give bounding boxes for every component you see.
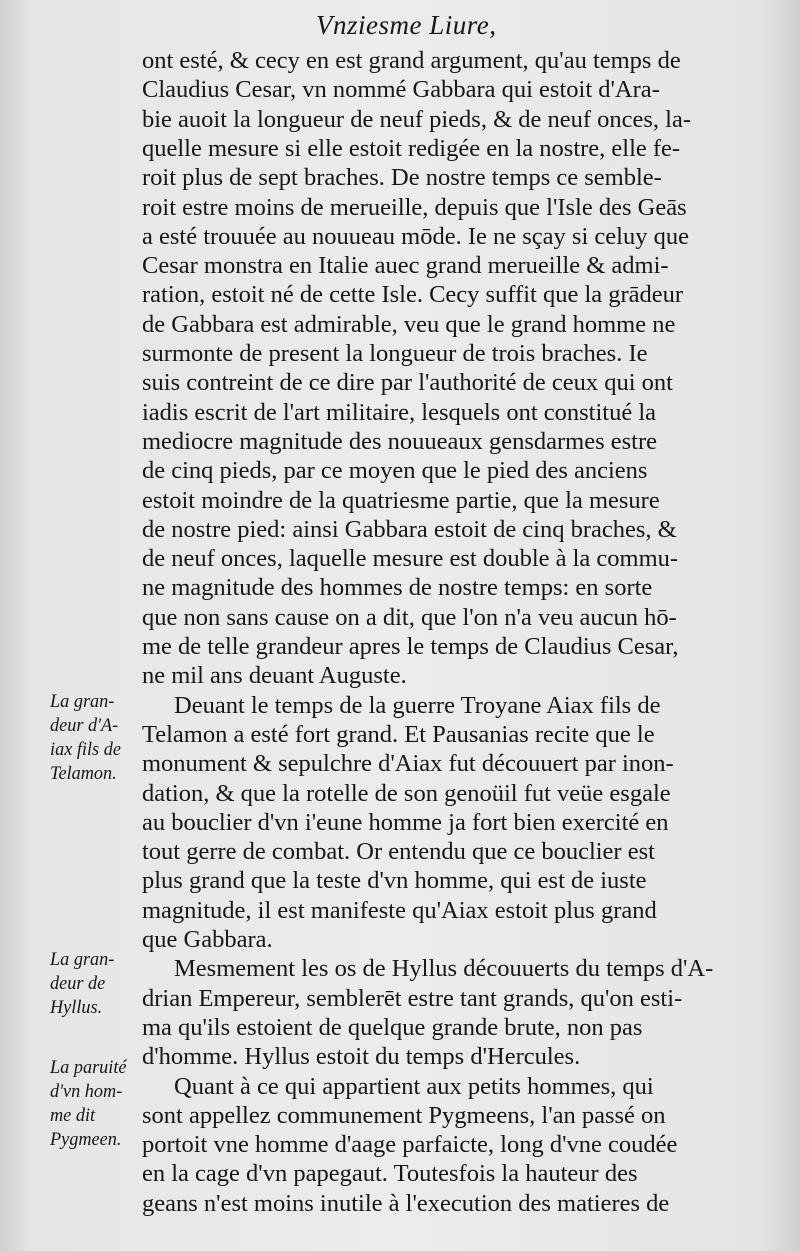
side-note-line: Hyllus.: [50, 997, 103, 1018]
text-line: roit estre moins de merueille, depuis que l'Isle des Geās: [142, 193, 687, 221]
text-line: de cinq pieds, par ce moyen que le pied des anciens: [142, 457, 648, 485]
text-line: magnitude, il est manifeste qu'Aiax estoit plus grand: [142, 896, 657, 924]
side-note-line: La gran-: [50, 949, 115, 970]
text-line: Cesar monstra en Italie auec grand merueille & admi-: [142, 252, 669, 280]
side-note-line: La paruité: [50, 1057, 127, 1078]
side-note-line: me dit: [50, 1105, 96, 1126]
text-line: ne magnitude des hommes de nostre temps: en sorte: [142, 574, 653, 602]
text-line: iadis escrit de l'art militaire, lesquels ont constitué la: [142, 398, 657, 426]
text-line: me de telle grandeur apres le temps de Claudius Cesar,: [142, 633, 679, 660]
text-line: que non sans cause on a dit, que l'on n'a veu aucun hō-: [142, 603, 677, 631]
text-line: ma qu'ils estoient de quelque grande brute, non pas: [142, 1013, 643, 1041]
side-note-line: d'vn hom-: [50, 1081, 123, 1102]
text-line: ration, estoit né de cette Isle. Cecy suffit que la grādeur: [142, 281, 684, 309]
text-line: Quant à ce qui appartient aux petits hommes, qui: [174, 1072, 654, 1100]
side-note-line: Pygmeen.: [50, 1129, 122, 1150]
text-line: mediocre magnitude des nouueaux gensdarmes estre: [142, 427, 658, 455]
text-line: sont appellez communement Pygmeens, l'an passé on: [142, 1101, 666, 1129]
side-note-hyllus: [50, 948, 150, 1020]
text-line: Deuant le temps de la guerre Troyane Aiax fils de: [174, 691, 661, 719]
text-line: dation, & que la rotelle de son genoüil fut veüe esgale: [142, 779, 671, 807]
text-line: d'homme. Hyllus estoit du temps d'Hercules.: [142, 1043, 581, 1071]
side-note-aiax: [50, 690, 150, 786]
text-line: plus grand que la teste d'vn homme, qui est de iuste: [142, 867, 647, 895]
side-note-line: deur d'A-: [50, 715, 119, 736]
side-note-pygmeen: [50, 1056, 150, 1152]
text-line: Telamon a esté fort grand. Et Pausanias recite que le: [142, 720, 655, 748]
text-line: Claudius Cesar, vn nommé Gabbara qui estoit d'Ara-: [142, 76, 660, 104]
text-line: suis contreint de ce dire par l'authorité de ceux qui ont: [142, 369, 673, 397]
text-line: geans n'est moins inutile à l'execution des matieres de: [142, 1189, 670, 1217]
text-line: surmonte de present la longueur de trois braches. Ie: [142, 340, 648, 367]
text-line: quelle mesure si elle estoit redigée en la nostre, elle fe-: [142, 134, 681, 162]
side-note-line: deur de: [50, 973, 106, 994]
text-line: que Gabbara.: [142, 926, 273, 953]
text-line: roit plus de sept braches. De nostre temps ce semble-: [142, 164, 662, 192]
text-line: au bouclier d'vn i'eune homme ja fort bien exercité en: [142, 808, 669, 836]
text-line: en la cage d'vn papegaut. Toutesfois la hauteur des: [142, 1160, 638, 1188]
side-note-line: La gran-: [50, 691, 115, 712]
text-line: de neuf onces, laquelle mesure est double à la commu-: [142, 545, 679, 573]
text-line: ont esté, & cecy en est grand argument, qu'au temps de: [142, 47, 681, 74]
text-line: de Gabbara est admirable, veu que le grand homme ne: [142, 310, 676, 338]
running-head: Vnziesme Liure,: [316, 10, 497, 40]
side-note-line: iax fils de: [50, 739, 121, 760]
text-line: portoit vne homme d'aage parfaicte, long d'vne coudée: [142, 1131, 678, 1159]
text-line: Mesmement les os de Hyllus découuerts du temps d'A-: [174, 955, 714, 983]
text-line: bie auoit la longueur de neuf pieds, & de neuf onces, la-: [142, 105, 692, 133]
text-line: a esté trouuée au nouueau mōde. Ie ne sçay si celuy que: [142, 222, 689, 250]
text-line: ne mil ans deuant Auguste.: [142, 662, 407, 690]
text-line: estoit moindre de la quatriesme partie, que la mesure: [142, 486, 660, 514]
side-note-line: Telamon.: [50, 763, 117, 784]
text-line: drian Empereur, semblerēt estre tant grands, qu'on esti-: [142, 984, 683, 1012]
text-line: de nostre pied: ainsi Gabbara estoit de cinq braches, &: [142, 515, 677, 543]
text-line: tout gerre de combat. Or entendu que ce bouclier est: [142, 838, 655, 866]
text-line: monument & sepulchre d'Aiax fut découuert par inon-: [142, 750, 674, 778]
